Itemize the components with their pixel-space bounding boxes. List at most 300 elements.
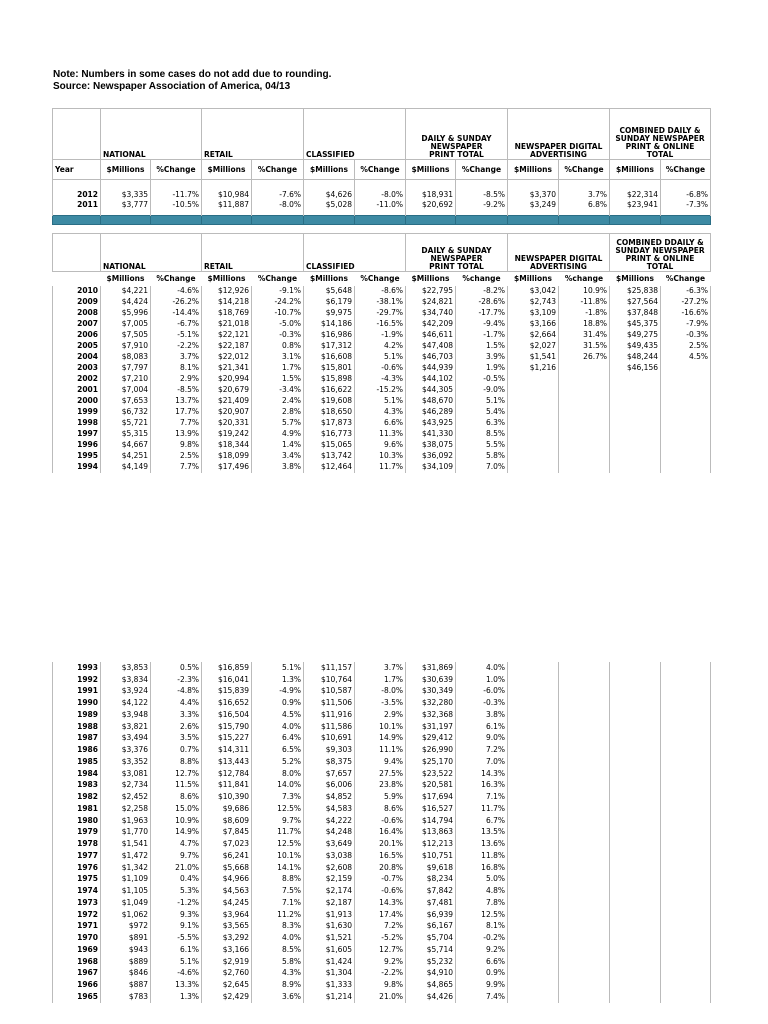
year-cell: 1971 [53, 921, 101, 933]
empty-cell [559, 768, 610, 780]
empty-cell [610, 662, 661, 674]
millions-cell: $20,331 [202, 418, 252, 429]
millions-cell: $3,081 [101, 768, 151, 780]
millions-cell: $27,564 [610, 297, 661, 308]
empty-cell [610, 979, 661, 991]
change-cell: 0.9% [456, 968, 508, 980]
millions-cell: $4,251 [101, 451, 151, 462]
empty-cell [559, 921, 610, 933]
change-cell: -28.6% [456, 297, 508, 308]
millions-cell: $24,821 [406, 297, 456, 308]
millions-cell: $15,227 [202, 733, 252, 745]
digital-header: NEWSPAPER DIGITAL ADVERTISING [508, 234, 610, 272]
change-cell: 16.3% [456, 780, 508, 792]
millions-cell: $4,122 [101, 697, 151, 709]
empty-cell [559, 721, 610, 733]
millions-cell: $20,907 [202, 407, 252, 418]
empty-cell [508, 909, 559, 921]
empty-cell [661, 956, 711, 968]
empty-cell [508, 721, 559, 733]
year-cell: 1972 [53, 909, 101, 921]
year-cell: 2002 [53, 374, 101, 385]
millions-cell: $44,305 [406, 385, 456, 396]
year-cell: 2010 [53, 286, 101, 297]
empty-cell [559, 956, 610, 968]
empty-cell [610, 921, 661, 933]
year-cell: 1997 [53, 429, 101, 440]
change-cell: 11.7% [456, 803, 508, 815]
change-cell: 2.5% [661, 341, 711, 352]
national-header: NATIONAL [101, 234, 202, 272]
millions-cell: $10,751 [406, 850, 456, 862]
table-row [53, 363, 711, 374]
change-cell: 3.4% [252, 451, 304, 462]
change-cell: 7.2% [355, 921, 406, 933]
empty-cell [559, 744, 610, 756]
millions-cell: $10,587 [304, 686, 355, 698]
empty-cell [508, 921, 559, 933]
change-header: %Change [360, 273, 400, 283]
empty-cell [661, 921, 711, 933]
millions-cell: $3,494 [101, 733, 151, 745]
millions-cell: $4,248 [304, 827, 355, 839]
empty-cell [610, 897, 661, 909]
millions-cell: $2,743 [508, 297, 559, 308]
millions-header: $Millions [202, 160, 252, 180]
change-cell: 10.1% [355, 721, 406, 733]
change-cell: 16.4% [355, 827, 406, 839]
millions-cell [610, 429, 661, 440]
millions-cell: $7,653 [101, 396, 151, 407]
millions-cell [610, 407, 661, 418]
millions-cell: $7,505 [101, 330, 151, 341]
change-cell: 6.6% [456, 956, 508, 968]
change-cell: 3.6% [252, 991, 304, 1003]
millions-cell: $45,375 [610, 319, 661, 330]
millions-cell: $32,368 [406, 709, 456, 721]
millions-cell: $12,213 [406, 838, 456, 850]
empty-cell [610, 756, 661, 768]
empty-cell [508, 932, 559, 944]
change-header: %Change [252, 160, 304, 180]
change-cell: 10.9% [151, 815, 202, 827]
change-cell: 11.3% [355, 429, 406, 440]
change-cell: 2.9% [355, 709, 406, 721]
change-cell: 13.6% [456, 838, 508, 850]
empty-cell [508, 756, 559, 768]
change-cell: -4.6% [151, 968, 202, 980]
empty-cell [661, 744, 711, 756]
empty-cell [559, 815, 610, 827]
millions-cell: $49,435 [610, 341, 661, 352]
change-cell: 1.4% [252, 440, 304, 451]
empty-cell [508, 897, 559, 909]
empty-cell [508, 815, 559, 827]
millions-cell [610, 418, 661, 429]
empty-cell [610, 780, 661, 792]
unit-header-row [53, 272, 711, 286]
empty-cell [661, 932, 711, 944]
change-cell: -10.7% [252, 308, 304, 319]
rows-recent [53, 190, 711, 210]
empty-cell [661, 721, 711, 733]
empty-cell [559, 756, 610, 768]
year-cell: 1982 [53, 791, 101, 803]
millions-cell: $41,330 [406, 429, 456, 440]
millions-cell: $17,496 [202, 462, 252, 473]
empty-cell [661, 838, 711, 850]
millions-cell: $891 [101, 932, 151, 944]
change-cell [661, 374, 711, 385]
millions-cell: $1,630 [304, 921, 355, 933]
millions-cell: $5,704 [406, 932, 456, 944]
millions-cell [610, 462, 661, 473]
empty-cell [610, 674, 661, 686]
change-cell: -6.3% [661, 286, 711, 297]
millions-header: $Millions [106, 273, 145, 283]
empty-cell [559, 968, 610, 980]
change-cell: 4.5% [252, 709, 304, 721]
change-cell: 5.3% [151, 885, 202, 897]
change-cell: 12.7% [355, 944, 406, 956]
year-cell: 1980 [53, 815, 101, 827]
change-cell: -0.3% [456, 697, 508, 709]
change-cell: 3.7% [355, 662, 406, 674]
change-cell: 8.5% [252, 944, 304, 956]
millions-cell [610, 451, 661, 462]
empty-cell [610, 791, 661, 803]
millions-cell: $1,521 [304, 932, 355, 944]
empty-cell [508, 733, 559, 745]
change-cell: 6.3% [456, 418, 508, 429]
millions-cell [508, 418, 559, 429]
millions-cell: $16,622 [304, 385, 355, 396]
change-cell: 17.7% [151, 407, 202, 418]
table-row [53, 352, 711, 363]
change-cell: 7.7% [151, 462, 202, 473]
table-row [53, 780, 711, 792]
year-cell: 1966 [53, 979, 101, 991]
millions-cell: $1,049 [101, 897, 151, 909]
change-cell: 6.1% [456, 721, 508, 733]
millions-cell: $10,390 [202, 791, 252, 803]
change-cell [559, 385, 610, 396]
millions-cell: $2,258 [101, 803, 151, 815]
empty-cell [508, 791, 559, 803]
empty-cell [508, 874, 559, 886]
millions-cell: $4,865 [406, 979, 456, 991]
millions-cell: $7,023 [202, 838, 252, 850]
change-cell: 8.1% [151, 363, 202, 374]
change-cell: 3.1% [252, 352, 304, 363]
classified-header: CLASSIFIED [304, 234, 406, 272]
table-row [53, 862, 711, 874]
change-cell: 8.9% [252, 979, 304, 991]
combined-header: COMBINED DDAILY & SUNDAY NEWSPAPER PRINT & ONLINE TOTAL [610, 234, 711, 272]
empty-cell [508, 885, 559, 897]
empty-cell [559, 979, 610, 991]
empty-cell [661, 885, 711, 897]
change-cell: -0.6% [355, 885, 406, 897]
year-cell: 1967 [53, 968, 101, 980]
change-cell: 14.9% [151, 827, 202, 839]
empty-cell [610, 838, 661, 850]
millions-cell: $44,102 [406, 374, 456, 385]
table-row [53, 451, 711, 462]
year-cell: 1995 [53, 451, 101, 462]
empty-cell [559, 897, 610, 909]
millions-cell: $43,925 [406, 418, 456, 429]
empty-cell [661, 909, 711, 921]
empty-cell [661, 944, 711, 956]
change-cell: -16.5% [355, 319, 406, 330]
change-cell: -0.3% [661, 330, 711, 341]
change-cell: 1.9% [456, 363, 508, 374]
millions-cell: $14,794 [406, 815, 456, 827]
change-header: %Change [559, 160, 610, 180]
change-cell: 7.1% [456, 791, 508, 803]
change-cell: 23.8% [355, 780, 406, 792]
change-cell: 6.6% [355, 418, 406, 429]
millions-cell: $3,777 [101, 200, 151, 210]
millions-cell: $7,657 [304, 768, 355, 780]
empty-cell [508, 979, 559, 991]
millions-cell: $16,773 [304, 429, 355, 440]
change-cell [661, 451, 711, 462]
change-cell: -26.2% [151, 297, 202, 308]
empty-cell [508, 956, 559, 968]
change-cell: 2.4% [252, 396, 304, 407]
empty-cell [610, 862, 661, 874]
millions-cell: $9,618 [406, 862, 456, 874]
millions-cell: $4,221 [101, 286, 151, 297]
millions-header: $Millions [207, 273, 246, 283]
empty-cell [661, 874, 711, 886]
millions-cell: $1,424 [304, 956, 355, 968]
change-cell [559, 374, 610, 385]
note-rounding: Note: Numbers in some cases do not add due to rounding. [53, 69, 332, 80]
rows-old [53, 662, 711, 1003]
millions-cell: $8,375 [304, 756, 355, 768]
millions-cell: $23,522 [406, 768, 456, 780]
millions-cell: $14,311 [202, 744, 252, 756]
change-cell: 9.0% [456, 733, 508, 745]
millions-cell: $4,583 [304, 803, 355, 815]
change-cell: 17.4% [355, 909, 406, 921]
millions-cell: $783 [101, 991, 151, 1003]
year-cell: 1981 [53, 803, 101, 815]
millions-cell: $20,581 [406, 780, 456, 792]
change-cell: 12.5% [456, 909, 508, 921]
change-cell: 1.0% [456, 674, 508, 686]
change-cell: 5.0% [456, 874, 508, 886]
millions-cell: $4,222 [304, 815, 355, 827]
empty-cell [559, 885, 610, 897]
millions-cell: $6,167 [406, 921, 456, 933]
millions-cell: $3,249 [508, 200, 559, 210]
change-cell: 10.1% [252, 850, 304, 862]
change-cell [559, 363, 610, 374]
year-cell: 1984 [53, 768, 101, 780]
empty-cell [661, 709, 711, 721]
millions-cell: $16,041 [202, 674, 252, 686]
empty-cell [610, 944, 661, 956]
empty-cell [661, 968, 711, 980]
change-cell: 12.5% [252, 803, 304, 815]
change-cell [559, 396, 610, 407]
millions-cell: $2,429 [202, 991, 252, 1003]
empty-cell [559, 733, 610, 745]
empty-cell [610, 885, 661, 897]
change-cell: 4.9% [252, 429, 304, 440]
change-cell: -14.4% [151, 308, 202, 319]
millions-cell: $3,038 [304, 850, 355, 862]
millions-cell: $37,848 [610, 308, 661, 319]
empty-cell [661, 991, 711, 1003]
change-cell: 11.2% [252, 909, 304, 921]
millions-cell: $1,216 [508, 363, 559, 374]
change-cell: -2.2% [151, 341, 202, 352]
year-cell: 1965 [53, 991, 101, 1003]
change-cell: 4.3% [252, 968, 304, 980]
table-row [53, 674, 711, 686]
millions-cell: $2,452 [101, 791, 151, 803]
millions-cell: $4,966 [202, 874, 252, 886]
change-cell: -2.2% [355, 968, 406, 980]
year-cell: 1978 [53, 838, 101, 850]
millions-cell: $16,986 [304, 330, 355, 341]
millions-header: $Millions [310, 273, 348, 283]
millions-cell: $3,109 [508, 308, 559, 319]
change-cell: -6.7% [151, 319, 202, 330]
millions-cell: $5,028 [304, 200, 355, 210]
empty-cell [559, 862, 610, 874]
table-row [53, 815, 711, 827]
empty-cell [610, 827, 661, 839]
empty-cell [661, 791, 711, 803]
millions-cell: $1,472 [101, 850, 151, 862]
millions-cell [610, 440, 661, 451]
change-cell: -7.6% [252, 190, 304, 200]
change-cell [661, 462, 711, 473]
change-cell: 5.1% [355, 396, 406, 407]
change-cell: 5.8% [456, 451, 508, 462]
change-cell [661, 440, 711, 451]
millions-cell: $17,873 [304, 418, 355, 429]
change-cell [661, 418, 711, 429]
millions-cell: $3,292 [202, 932, 252, 944]
change-cell: 6.4% [252, 733, 304, 745]
millions-cell: $32,280 [406, 697, 456, 709]
change-cell: -8.5% [456, 190, 508, 200]
change-cell: 3.5% [151, 733, 202, 745]
millions-cell: $12,926 [202, 286, 252, 297]
table-row [53, 440, 711, 451]
change-cell: -5.2% [355, 932, 406, 944]
millions-cell: $30,639 [406, 674, 456, 686]
change-cell [559, 429, 610, 440]
change-cell: 12.5% [252, 838, 304, 850]
change-cell [661, 396, 711, 407]
millions-cell: $3,370 [508, 190, 559, 200]
change-cell: -7.3% [661, 200, 711, 210]
millions-cell: $25,170 [406, 756, 456, 768]
print-total-header: DAILY & SUNDAY NEWSPAPER PRINT TOTAL [406, 234, 508, 272]
millions-cell: $11,506 [304, 697, 355, 709]
change-header: %Change [257, 273, 298, 283]
empty-cell [610, 850, 661, 862]
empty-cell [661, 803, 711, 815]
change-cell: 10.9% [559, 286, 610, 297]
table-row [53, 297, 711, 308]
combined-header: COMBINED DAILY & SUNDAY NEWSPAPER PRINT & ONLINE TOTAL [610, 109, 711, 160]
change-header: %Change [156, 273, 196, 283]
millions-cell: $3,565 [202, 921, 252, 933]
millions-cell: $4,852 [304, 791, 355, 803]
year-cell: 2008 [53, 308, 101, 319]
change-cell: -16.6% [661, 308, 711, 319]
table-row [53, 968, 711, 980]
empty-cell [661, 979, 711, 991]
millions-cell: $17,312 [304, 341, 355, 352]
millions-header: $Millions [101, 160, 151, 180]
change-cell: -2.3% [151, 674, 202, 686]
change-cell: 1.3% [151, 991, 202, 1003]
empty-cell [661, 768, 711, 780]
empty-cell [610, 721, 661, 733]
millions-cell: $4,626 [304, 190, 355, 200]
change-cell: -0.5% [456, 374, 508, 385]
millions-cell: $6,179 [304, 297, 355, 308]
millions-cell: $11,157 [304, 662, 355, 674]
change-cell: 31.4% [559, 330, 610, 341]
year-cell: 1993 [53, 662, 101, 674]
change-cell: 4.0% [252, 721, 304, 733]
change-cell [559, 418, 610, 429]
millions-cell: $3,352 [101, 756, 151, 768]
change-cell: 5.8% [252, 956, 304, 968]
table-row [53, 956, 711, 968]
millions-cell: $18,769 [202, 308, 252, 319]
millions-cell: $2,734 [101, 780, 151, 792]
millions-cell: $1,605 [304, 944, 355, 956]
change-cell: 7.0% [456, 462, 508, 473]
millions-cell: $13,443 [202, 756, 252, 768]
change-cell: 7.2% [456, 744, 508, 756]
change-cell: 7.5% [252, 885, 304, 897]
millions-cell: $8,083 [101, 352, 151, 363]
millions-cell: $11,916 [304, 709, 355, 721]
year-cell: 1977 [53, 850, 101, 862]
change-cell: -27.2% [661, 297, 711, 308]
millions-cell: $3,964 [202, 909, 252, 921]
year-header: Year [53, 160, 101, 180]
table-row [53, 662, 711, 674]
change-cell: 7.1% [252, 897, 304, 909]
millions-cell: $22,121 [202, 330, 252, 341]
change-cell: 4.3% [355, 407, 406, 418]
millions-cell: $5,721 [101, 418, 151, 429]
change-header: %Change [665, 273, 706, 283]
millions-cell: $1,342 [101, 862, 151, 874]
millions-cell: $1,105 [101, 885, 151, 897]
millions-cell: $7,004 [101, 385, 151, 396]
millions-cell: $22,187 [202, 341, 252, 352]
rows-mid [53, 286, 711, 473]
table-row [53, 319, 711, 330]
millions-cell: $6,732 [101, 407, 151, 418]
change-cell: -0.3% [252, 330, 304, 341]
